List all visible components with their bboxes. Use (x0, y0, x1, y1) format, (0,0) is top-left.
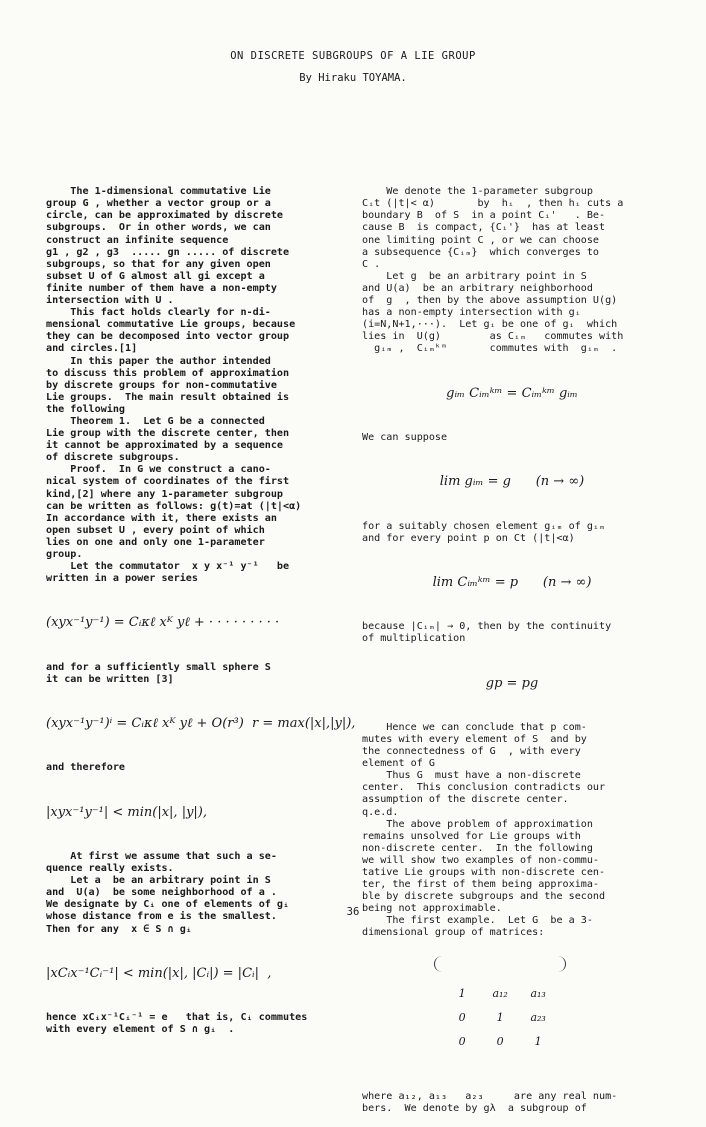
text-line: q.e.d. (362, 806, 399, 818)
text-line: The 1-dimensional commutative Lie (46, 186, 271, 198)
text-line: and U(a) be some neighborhood of a . (46, 887, 277, 899)
right-text-block-a (362, 186, 662, 355)
text-line: kind,[2] where any 1-parameter subgroup (46, 488, 284, 500)
text-line: The first example. Let G be a 3- (362, 915, 593, 927)
text-line: ble by discrete subgroups and the second (362, 891, 606, 903)
commutator-inequality: |xyx⁻¹y⁻¹| < min(|x|, |y|), (46, 804, 208, 820)
text-line: mutes with every element of S and by (362, 733, 587, 745)
text-line: because |Cᵢₘ| → 0, then by the continuity (362, 621, 612, 633)
text-line: bers. We denote by gλ a subgroup of (362, 1103, 587, 1115)
text-line: remains unsolved for Lie groups with (362, 830, 581, 842)
text-line: of discrete subgroups. (46, 452, 180, 464)
text-line: Cᵢt (|t|< α) by hᵢ , then hᵢ cuts a (362, 198, 624, 210)
commutator-series-equation: (xyx⁻¹y⁻¹) = Cᵢκℓ xᴷ yℓ + · · · · · · · · · (46, 615, 280, 631)
text-line: element of G (362, 758, 435, 770)
text-line: tative Lie groups with non-discrete cen- (362, 866, 606, 878)
matrix-display (434, 956, 566, 1048)
text-line: Let g be an arbitrary point in S (362, 270, 587, 282)
text-line: it cannot be approximated by a sequence (46, 440, 284, 452)
text-line: hence xCᵢx⁻¹Cᵢ⁻¹ = e that is, Cᵢ commutes (46, 1012, 308, 1024)
text-line: to discuss this problem of approximation (46, 367, 290, 379)
text-line: and for a sufficiently small sphere S (46, 661, 271, 673)
text-line: and for every point p on Ct (|t|<α) (362, 532, 575, 544)
text-line: by discrete groups for non-commutative (46, 379, 277, 391)
text-line: Lie groups. The main result obtained is (46, 391, 290, 403)
text-line: subgroups, so that for any given open (46, 258, 271, 270)
element-inequality: |xCᵢx⁻¹Cᵢ⁻¹| < min(|x|, |Cᵢ|) = |Cᵢ| , (46, 965, 272, 981)
text-line: one limiting point C , or we can choose (362, 234, 600, 246)
text-line: Let a be an arbitrary point in S (46, 875, 271, 887)
left-text-block-c (46, 762, 346, 774)
text-line: intersection with U . (46, 295, 174, 307)
text-line: center. This conclusion contradicts our (362, 782, 606, 794)
text-line: We can suppose (362, 431, 448, 443)
right-column (362, 162, 662, 1127)
text-line: dimensional group of matrices: (362, 927, 545, 939)
text-line: the connectedness of G , with every (362, 746, 581, 758)
text-line: assumption of the discrete center. (362, 794, 569, 806)
matrix-cell: a₂₃ (530, 1010, 546, 1024)
text-line: with every element of S ∩ gᵢ . (46, 1024, 235, 1036)
text-line: a subsequence {Cᵢₘ} which converges to (362, 246, 600, 258)
text-line: boundary B of S in a point Cᵢ' . Be- (362, 210, 606, 222)
matrix-row (443, 1006, 557, 1030)
left-text-block-d (46, 851, 346, 936)
text-line: In accordance with it, there exists an (46, 512, 277, 524)
left-text-block-e (46, 1012, 346, 1036)
commutator-estimate-equation: (xyx⁻¹y⁻¹)ⁱ = Cᵢκℓ xᴷ yℓ + O(r³) r = max(|x|,|y|), (46, 716, 356, 732)
text-line: has a non-empty intersection with gᵢ (362, 307, 581, 319)
text-line: Then for any x ∈ S ∩ gᵢ (46, 923, 192, 935)
text-line: We designate by Cᵢ one of elements of gᵢ (46, 899, 290, 911)
text-line: of multiplication (362, 633, 466, 645)
text-line: and therefore (46, 762, 126, 774)
text-line: group G , whether a vector group or a (46, 198, 271, 210)
paper-title: ON DISCRETE SUBGROUPS OF A LIE GROUP (230, 50, 476, 62)
text-line: of g , then by the above assumption U(g) (362, 295, 618, 307)
left-text-block-a (46, 186, 346, 585)
matrix-cell: 1 (496, 1010, 504, 1024)
limit-p-equation: lim Cᵢₘᵏᵐ = p (n → ∞) (432, 574, 592, 590)
text-line: they can be decomposed into vector group (46, 331, 290, 343)
matrix-cell: 0 (458, 1010, 466, 1024)
matrix-cell: 1 (534, 1034, 542, 1048)
text-line: subgroups. Or in other words, we can (46, 222, 271, 234)
text-line: Thus G must have a non-discrete (362, 770, 581, 782)
text-line: lies in U(g) as Cᵢₘ commutes with (362, 331, 624, 343)
text-line: construct an infinite sequence (46, 234, 229, 246)
matrix-row (443, 1030, 557, 1054)
text-line: nical system of coordinates of the first (46, 476, 290, 488)
text-line: it can be written [3] (46, 673, 174, 685)
matrix-cell: a₁₃ (530, 986, 546, 1000)
text-line: We denote the 1-parameter subgroup (362, 186, 593, 198)
text-line: circle, can be approximated by discrete (46, 210, 284, 222)
text-line: (i=N,N+1,···). Let gᵢ be one of gᵢ which (362, 319, 618, 331)
text-line: g1 , g2 , g3 ..... gn ..... of discrete (46, 246, 290, 258)
text-line: ter, the first of them being approxima- (362, 879, 600, 891)
text-line: Let the commutator x y x⁻¹ y⁻¹ be (46, 561, 290, 573)
matrix-table (443, 982, 557, 1054)
page-number: 36 (346, 906, 360, 918)
matrix-cell: 1 (458, 986, 466, 1000)
text-line: whose distance from e is the smallest. (46, 911, 277, 923)
text-line: lies on one and only one 1-parameter (46, 536, 265, 548)
gp-pg-equation: gp = pg (485, 675, 539, 691)
text-line: Theorem 1. Let G be a connected (46, 415, 265, 427)
text-line: finite number of them have a non-empty (46, 282, 277, 294)
matrix-cell: 0 (496, 1034, 504, 1048)
right-text-block-b (362, 432, 662, 444)
text-line: gᵢₘ , Cᵢₘᵏᵐ commutes with gᵢₘ . (362, 343, 618, 355)
text-line: open subset U , every point of which (46, 524, 265, 536)
text-line: Lie group with the discrete center, then (46, 428, 290, 440)
limit-g-equation: lim gᵢₘ = g (n → ∞) (439, 474, 585, 490)
left-text-block-b (46, 662, 346, 686)
matrix-cell: a₁₂ (492, 986, 508, 1000)
right-text-block-c (362, 521, 662, 545)
text-line: At first we assume that such a se- (46, 850, 277, 862)
text-line: where a₁₂, a₁₃ a₂₃ are any real num- (362, 1091, 618, 1103)
text-line: group. (46, 549, 83, 560)
text-line: the following (46, 403, 126, 415)
author-line: By Hiraku TOYAMA. (299, 72, 407, 84)
text-line: can be written as follows: g(t)=at (|t|<α) (46, 500, 302, 512)
text-line: and circles.[1] (46, 343, 138, 355)
text-line: non-discrete center. In the following (362, 842, 593, 854)
text-line: This fact holds clearly for n-di- (46, 307, 271, 319)
text-line: we will show two examples of non-commu- (362, 854, 600, 866)
text-line: being not approximable. (362, 903, 502, 915)
text-line: for a suitably chosen element gᵢₘ of gᵢₘ (362, 520, 606, 532)
text-line: written in a power series (46, 573, 198, 585)
text-line: C . (362, 258, 381, 270)
text-line: The above problem of approximation (362, 818, 593, 830)
text-line: In this paper the author intended (46, 355, 271, 367)
text-line: and U(a) be an arbitrary neighborhood (362, 282, 593, 294)
text-line: cause B is compact, {Cᵢ'} has at least (362, 222, 606, 234)
matrix-cell: 0 (458, 1034, 466, 1048)
text-line: mensional commutative Lie groups, because (46, 319, 296, 331)
right-text-block-d (362, 621, 662, 645)
matrix-row (443, 982, 557, 1006)
text-line: subset U of G almost all gi except a (46, 270, 265, 282)
commute-equation: gᵢₘ Cᵢₘᵏᵐ = Cᵢₘᵏᵐ gᵢₘ (446, 385, 578, 401)
text-line: quence really exists. (46, 863, 174, 875)
text-line: Hence we can conclude that p com- (362, 721, 587, 733)
text-line: Proof. In G we construct a cano- (46, 464, 271, 476)
right-text-block-f (362, 1091, 662, 1115)
